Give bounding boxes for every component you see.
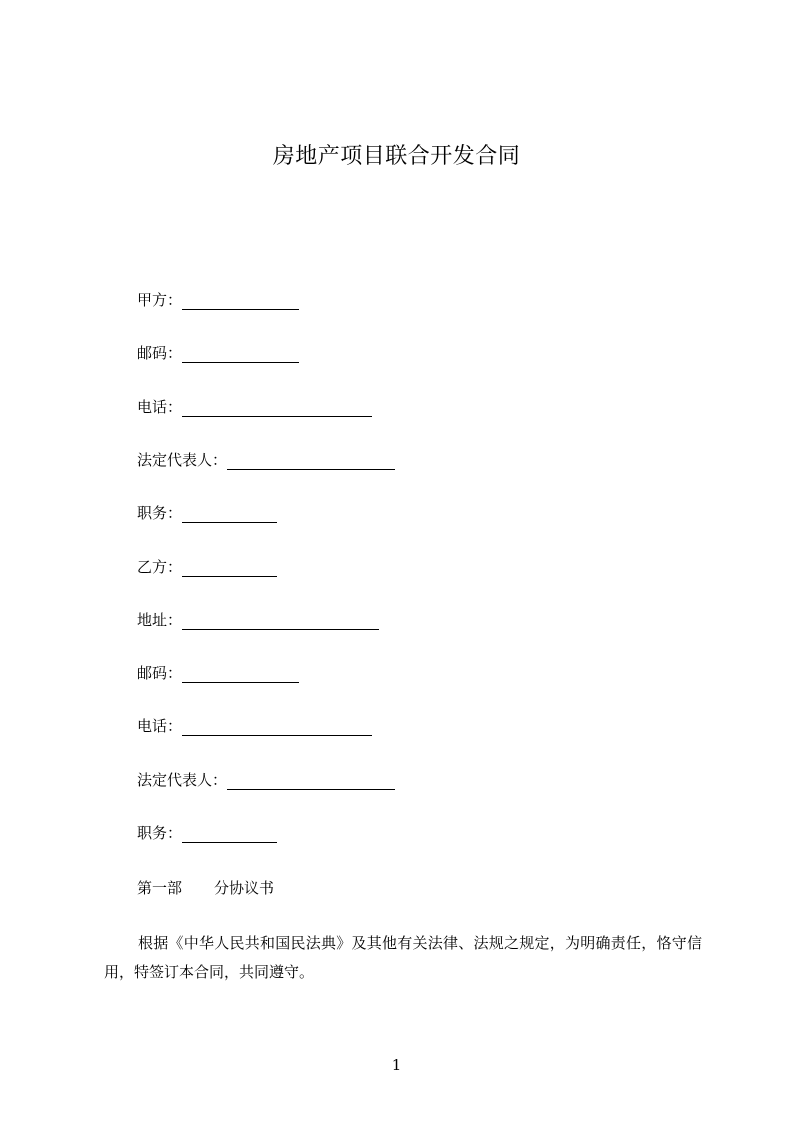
field-label: 电话： (137, 717, 183, 735)
field-blank-line (182, 346, 299, 363)
field-row (137, 714, 372, 738)
intro-paragraph: 根据《中华人民共和国民法典》及其他有关法律、法规之规定，为明确责任，恪守信用，特签订本合同，共同遵守。 (104, 934, 702, 981)
field-label: 邮码： (137, 664, 183, 682)
field-blank-line (182, 293, 299, 310)
field-label: 职务： (137, 504, 183, 522)
field-row (137, 768, 395, 792)
field-label: 邮码： (137, 344, 183, 362)
field-blank-line (182, 560, 277, 577)
field-blank-line (182, 826, 277, 843)
field-blank-line (182, 400, 372, 417)
field-row (137, 608, 379, 632)
field-row (137, 288, 299, 312)
field-blank-line (182, 719, 372, 736)
field-label: 地址： (137, 611, 183, 629)
field-blank-line (227, 453, 395, 470)
field-blank-line (227, 773, 395, 790)
field-label: 法定代表人： (137, 451, 228, 469)
field-row (137, 395, 372, 419)
field-label: 职务： (137, 824, 183, 842)
field-row (137, 555, 277, 579)
field-label: 电话： (137, 398, 183, 416)
field-row (137, 341, 299, 365)
section-part-label: 第一部 (137, 879, 183, 897)
field-blank-line (182, 506, 277, 523)
field-blank-line (182, 613, 379, 630)
field-label: 乙方： (137, 558, 183, 576)
document-title: 房地产项目联合开发合同 (272, 144, 521, 169)
field-row (137, 661, 299, 685)
field-blank-line (182, 666, 299, 683)
field-row (137, 501, 277, 525)
field-label: 法定代表人： (137, 771, 228, 789)
section-part-name: 分协议书 (214, 879, 275, 897)
field-label: 甲方： (137, 291, 183, 309)
page-number: 1 (391, 1056, 402, 1074)
field-row (137, 821, 277, 845)
section-heading (137, 876, 274, 900)
field-row (137, 448, 395, 472)
